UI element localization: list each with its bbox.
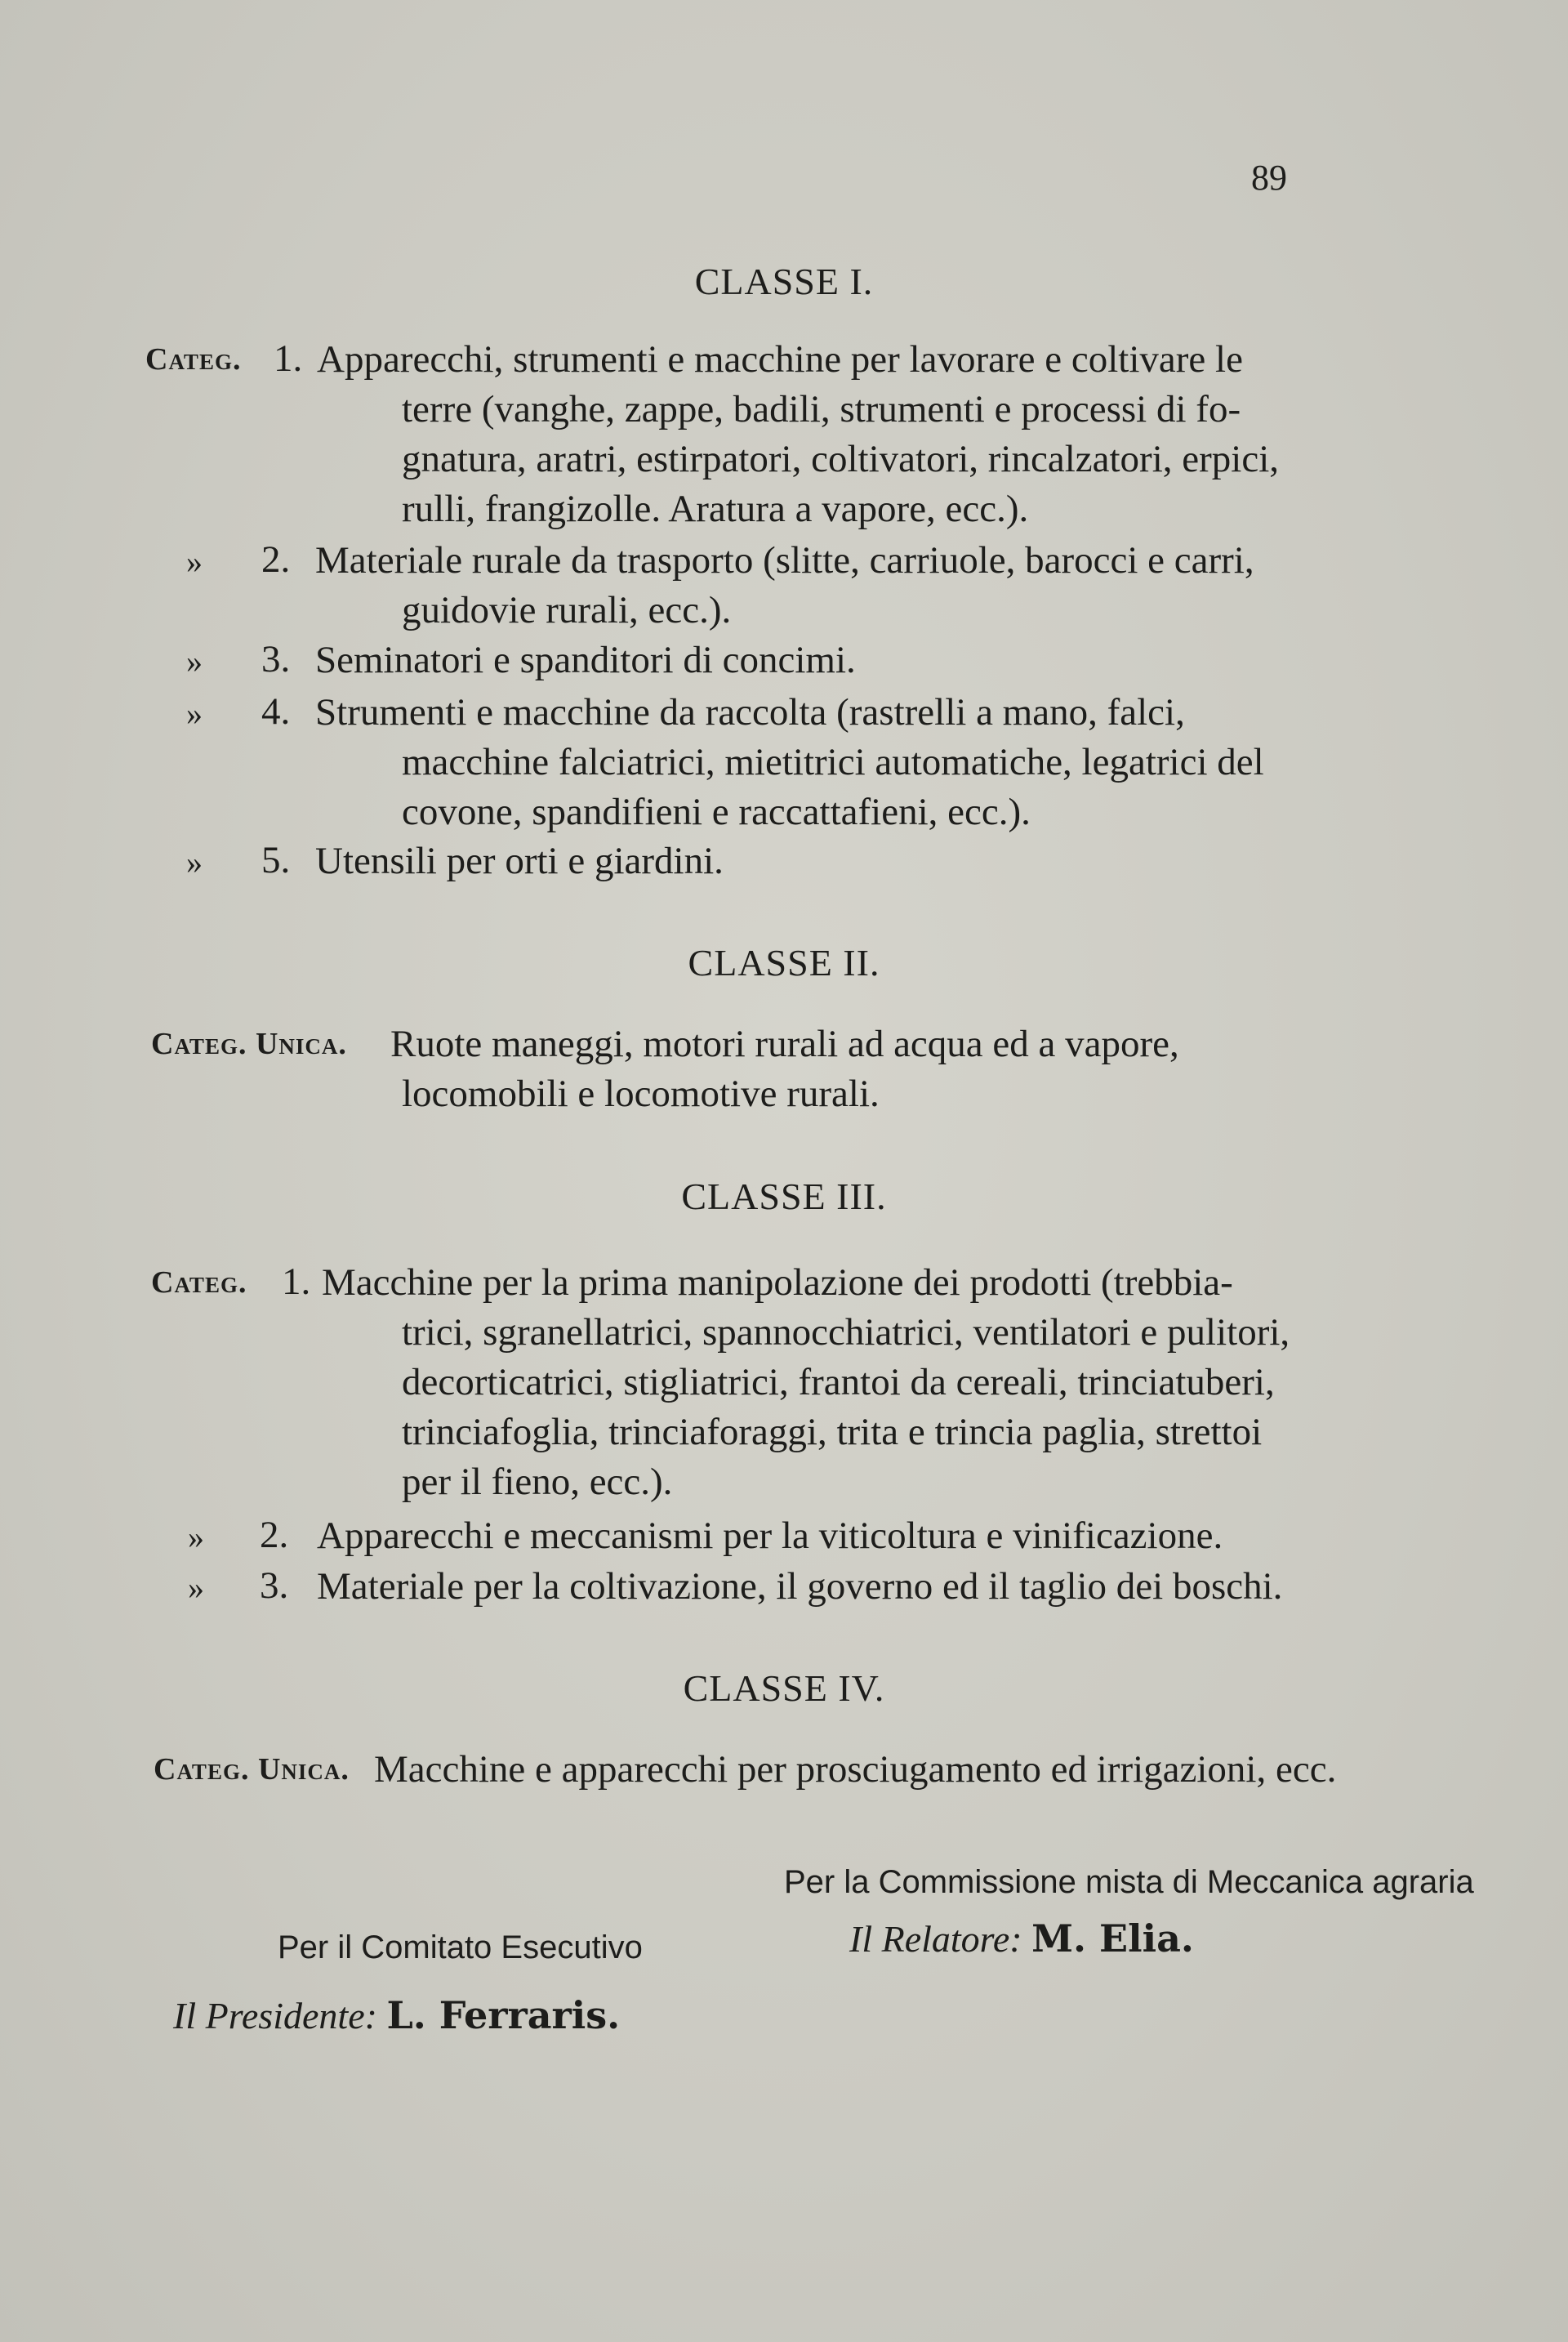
category-text-line: covone, spandifieni e raccattafieni, ecc.). — [402, 791, 1031, 833]
category-text-line: Strumenti e macchine da raccolta (rastrelli a mano, falci, — [315, 691, 1185, 734]
ditto-mark: » — [186, 844, 203, 881]
category-text-line: Macchine e apparecchi per prosciugamento ed irrigazioni, ecc. — [374, 1748, 1337, 1791]
relatore-role: Il Relatore: — [849, 1918, 1022, 1960]
category-label: Categ. Unica. — [154, 1752, 350, 1787]
category-text-line: Materiale rurale da trasporto (slitte, carriuole, barocci e carri, — [315, 539, 1254, 582]
category-text-line: Apparecchi, strumenti e macchine per lavorare e coltivare le — [317, 338, 1243, 381]
category-number: 4. — [261, 690, 291, 733]
ditto-mark: » — [186, 643, 203, 680]
class-heading-3: CLASSE III. — [681, 1175, 887, 1217]
class-heading-2: CLASSE II. — [688, 942, 880, 984]
category-label: Categ. Unica. — [151, 1027, 347, 1061]
category-number: 1. — [282, 1260, 311, 1303]
category-text-line: macchine falciatrici, mietitrici automatiche, legatrici del — [402, 741, 1264, 783]
comitato-line: Per il Comitato Esecutivo — [278, 1929, 643, 1965]
category-text-line: locomobili e locomotive rurali. — [402, 1073, 880, 1115]
class-heading-4: CLASSE IV. — [683, 1667, 885, 1709]
category-text-line: terre (vanghe, zappe, badili, strumenti e processi di fo- — [402, 388, 1241, 430]
ditto-mark: » — [188, 1519, 204, 1555]
category-text-line: guidovie rurali, ecc.). — [402, 589, 732, 631]
presidente-name: L. Ferraris. — [386, 1993, 621, 2037]
relatore-name: M. Elia. — [1031, 1916, 1194, 1961]
category-number: 1. — [274, 337, 303, 380]
category-number: 2. — [260, 1514, 289, 1556]
category-text-line: gnatura, aratri, estirpatori, coltivatori, rincalzatori, erpici, — [402, 438, 1280, 480]
class-heading-1: CLASSE I. — [694, 261, 874, 302]
ditto-mark: » — [186, 695, 203, 732]
category-text-line: rulli, frangizolle. Aratura a vapore, ecc.). — [402, 488, 1029, 530]
category-text-line: Macchine per la prima manipolazione dei prodotti (trebbia- — [322, 1261, 1233, 1304]
ditto-mark: » — [186, 543, 203, 580]
category-text-line: per il fieno, ecc.). — [402, 1461, 673, 1503]
category-number: 3. — [261, 638, 291, 680]
category-label: Categ. — [145, 342, 242, 377]
category-text-line: trici, sgranellatrici, spannocchiatrici, ventilatori e pulitori, — [402, 1311, 1290, 1354]
category-text-line: Seminatori e spanditori di concimi. — [315, 639, 856, 681]
category-number: 5. — [261, 839, 291, 881]
category-text-line: Ruote maneggi, motori rurali ad acqua ed a vapore, — [390, 1023, 1179, 1065]
category-text-line: Apparecchi e meccanismi per la viticoltura e vinificazione. — [317, 1514, 1223, 1557]
commission-line: Per la Commissione mista di Meccanica agraria — [784, 1864, 1474, 1900]
category-text-line: trinciafoglia, trinciaforaggi, trita e trincia paglia, strettoi — [402, 1411, 1263, 1453]
category-number: 3. — [260, 1564, 289, 1607]
page-number: 89 — [1251, 158, 1287, 198]
category-label: Categ. — [151, 1265, 247, 1300]
ditto-mark: » — [188, 1569, 204, 1606]
category-text-line: Materiale per la coltivazione, il governo ed il taglio dei boschi. — [317, 1565, 1283, 1608]
presidente-signature — [173, 1993, 620, 2037]
category-text-line: decorticatrici, stigliatrici, frantoi da cereali, trinciatuberi, — [402, 1361, 1275, 1403]
relatore-signature — [849, 1916, 1194, 1961]
category-number: 2. — [261, 538, 291, 581]
presidente-role: Il Presidente: — [173, 1995, 377, 2036]
category-text-line: Utensili per orti e giardini. — [315, 840, 724, 882]
